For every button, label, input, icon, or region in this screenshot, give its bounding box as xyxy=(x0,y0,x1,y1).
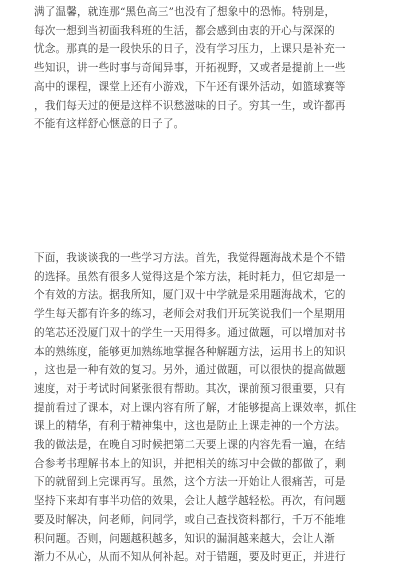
text-line: 要及时解决，问老师，问同学，或自己查找资料都行，千万不能堆 xyxy=(34,513,346,526)
text-line: 我的做法是，在晚自习时候把第二天要上课的内容先看一遍，在结 xyxy=(34,439,346,452)
text-line: 满了温馨，就连那“黑色高三”也没有了想象中的恐怖。特别是， xyxy=(34,6,336,18)
text-line: 不能有这样舒心惬意的日子了。 xyxy=(34,118,185,131)
text-line: 提前看过了课本，对上课内容有所了解，才能够提高上课效率，抓住 xyxy=(34,401,357,414)
text-line: 学生每天都有许多的练习，老师会对我们开玩笑说我们一个星期用 xyxy=(34,308,346,321)
text-line: 高中的课程，课堂上还有小游戏，下午还有课外活动，如篮球赛等 xyxy=(34,80,346,93)
text-line: 积问题。否则，问题越积越多，知识的漏洞越来越大，会让人渐 xyxy=(34,532,335,545)
text-line: 坚持下来却有事半功倍的效果，会让人越学越轻松。再次，有问题 xyxy=(34,495,346,508)
paragraph-study-methods xyxy=(34,249,364,567)
text-line: 速度，对于考试时间紧张很有帮助。其次，课前预习很重要，只有 xyxy=(34,382,346,395)
text-line: 合参考书理解书本上的知识，并把相关的练习中会做的都做了，剩 xyxy=(34,457,346,470)
text-line: 个有效的方法。据我所知，厦门双十中学就是采用题海战术，它的 xyxy=(34,289,346,302)
text-line: 本的熟练度，能够更加熟练地掌握各种解题方法，运用书上的知识 xyxy=(34,345,346,358)
text-line: ，这也是一种有效的复习。另外，通过做题，可以很快的提高做题 xyxy=(34,364,346,377)
text-line: 的笔芯还没厦门双十的学生一天用得多。通过做题，可以增加对书 xyxy=(34,326,346,339)
paragraph-school-memories xyxy=(34,3,364,134)
text-line: 忧念。那真的是一段快乐的日子，没有学习压力，上课只是补充一 xyxy=(34,43,346,56)
text-line: 每次一想到当初面我科班的生活，都会感到由衷的开心与深深的 xyxy=(34,24,335,37)
text-line: 些知识，讲一些时事与奇闻异事，开拓视野，又或者是提前上一些 xyxy=(34,62,346,75)
text-line: 下的就留到上完课再写。虽然，这个方法一开始让人很痛苦，可是 xyxy=(34,476,346,489)
text-line: 的选择。虽然有很多人觉得这是个笨方法，耗时耗力，但它却是一 xyxy=(34,270,346,283)
text-line: 下面，我谈谈我的一些学习方法。首先，我觉得题海战术是个不错 xyxy=(34,252,346,264)
text-line: ，我们每天过的便是这样不识愁滋味的日子。穷其一生，或许都再 xyxy=(34,99,346,112)
text-line: 课上的精华，有利于精神集中，这也是防止上课走神的一个方法。 xyxy=(34,420,346,433)
text-line: 渐力不从心，从而不知从何补起。对于错题，要及时更正，并进行 xyxy=(34,551,346,564)
